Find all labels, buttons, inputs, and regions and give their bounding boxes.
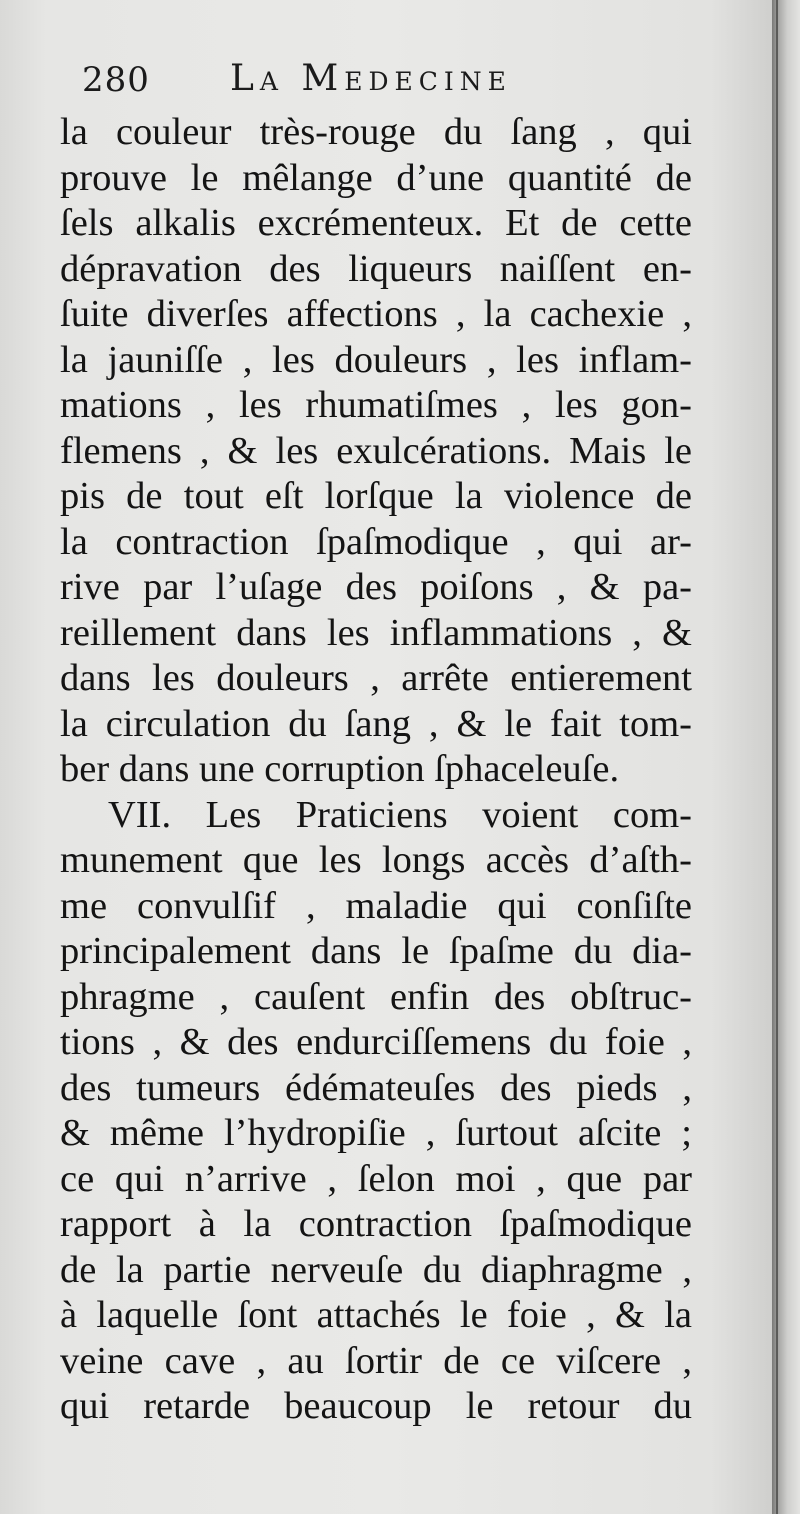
text-line: la contraction ſpaſmodique , qui ar- bbox=[60, 520, 692, 563]
page-number: 280 bbox=[82, 60, 150, 100]
text-line: munement que les longs accès d’aſth- bbox=[60, 839, 692, 881]
text-line: ber dans une corruption ſphaceleuſe. bbox=[60, 748, 620, 790]
section-start-line: VII. Les Praticiens voient com- bbox=[108, 793, 692, 836]
text-line: ſels alkalis excrémenteux. Et de cette bbox=[60, 202, 692, 244]
text-line: de la partie nerveuſe du diaphragme , bbox=[60, 1248, 692, 1291]
text-line: pis de tout eſt lorſque la violence de bbox=[60, 475, 692, 517]
text-line: à laquelle ſont attachés le foie , & la bbox=[60, 1294, 692, 1336]
text-line: des tumeurs édémateuſes des pieds , bbox=[60, 1066, 692, 1109]
text-line: ce qui n’arrive , ſelon moi , que par bbox=[60, 1157, 692, 1200]
running-head: La Medecine bbox=[230, 58, 512, 99]
text-line: phragme , cauſent enfin des obſtruc- bbox=[60, 975, 692, 1018]
text-line: me convulſif , maladie qui conſiſte bbox=[60, 884, 692, 927]
body-text bbox=[60, 110, 692, 1430]
text-line: principalement dans le ſpaſme du dia- bbox=[60, 930, 692, 972]
text-line: dans les douleurs , arrête entierement bbox=[60, 657, 692, 699]
text-line: rive par l’uſage des poiſons , & pa- bbox=[60, 566, 692, 608]
text-line: & même l’hydropiſie , ſurtout aſcite ; bbox=[60, 1112, 692, 1154]
text-line: la jauniſſe , les douleurs , les inflam- bbox=[60, 338, 692, 381]
text-line: la couleur très-rouge du ſang , qui bbox=[60, 111, 692, 153]
text-line: ſuite diverſes affections , la cachexie , bbox=[60, 293, 692, 335]
page-header bbox=[82, 58, 642, 108]
text-line: mations , les rhumatiſmes , les gon- bbox=[60, 384, 692, 426]
page-edge-line bbox=[776, 0, 778, 1514]
text-line: qui retarde beaucoup le retour du bbox=[60, 1385, 692, 1427]
text-line: rapport à la contraction ſpaſmodique bbox=[60, 1203, 692, 1245]
text-line: la circulation du ſang , & le fait tom- bbox=[60, 702, 692, 745]
text-line: tions , & des endurciſſemens du foie , bbox=[60, 1021, 692, 1063]
text-line: veine cave , au ſortir de ce viſcere , bbox=[60, 1339, 692, 1382]
text-line: flemens , & les exulcérations. Mais le bbox=[60, 429, 692, 472]
text-line: reillement dans les inflammations , & bbox=[60, 611, 692, 654]
text-line: dépravation des liqueurs naiſſent en- bbox=[60, 247, 692, 290]
text-line: prouve le mêlange d’une quantité de bbox=[60, 156, 692, 199]
